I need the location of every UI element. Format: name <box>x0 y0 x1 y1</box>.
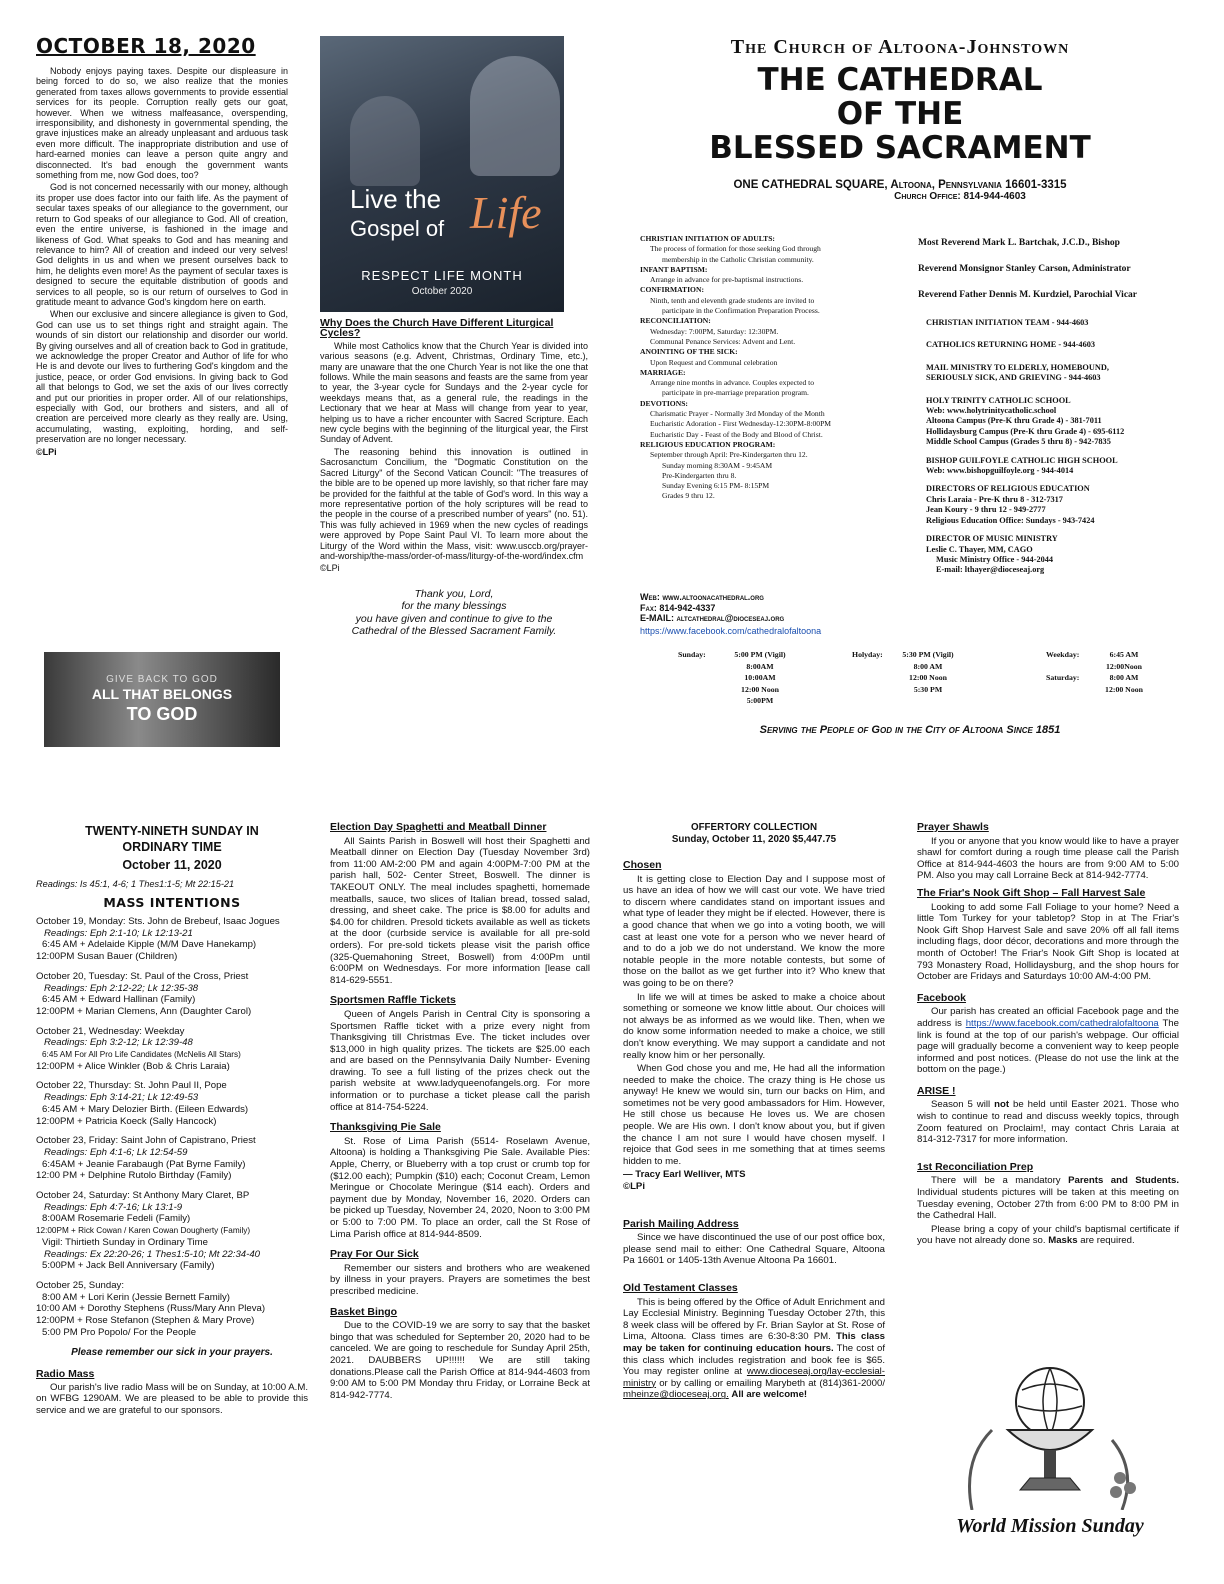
intention-day <box>36 916 308 963</box>
intention-line: 10:00 AM + Dorothy Stephens (Russ/Mary Ann Pleva) <box>36 1303 266 1315</box>
ministry-block <box>926 484 1216 526</box>
chosen-paragraph: It is getting close to Election Day and I suppose most of us have an idea of how we will cast our vote. We have tried to discern where candidates stand on important issues and what type of leader they might be if elected. However, there is a good chance that when we go into a voting booth, we will cast at least one vote for a person who we never heard of and to do a job we do not understand. We know the more notable people in the more notable contests, but some of those on the ballot as we get further into it? Who knew that was going to be on there? <box>623 873 885 989</box>
ministry-line: SERIOUSLY SICK, AND GRIEVING - 944-4603 <box>926 373 1101 383</box>
intention-line: 5:00PM + Jack Bell Anniversary (Family) <box>42 1260 215 1272</box>
mass-time: 8:00 AM <box>913 661 943 671</box>
masthead-footer: Serving the People of God in the City of Altoona Since 1851 <box>759 724 1061 736</box>
mass-time: 6:45 AM <box>1109 650 1139 659</box>
offertory <box>623 822 885 846</box>
announcements-col3 <box>623 822 885 1403</box>
intention-line: 5:00 PM Pro Popolo/ For the People <box>42 1326 197 1338</box>
sunday-label: Sunday: <box>678 650 706 659</box>
intention-readings: Readings: Eph 3:14-21; Lk 12:49-53 <box>44 1092 199 1104</box>
fax-number: Fax: 814-942-4337 <box>640 602 716 613</box>
sacrament-heading: RELIGIOUS EDUCATION PROGRAM: <box>640 439 776 449</box>
mass-time: 5:30 PM (Vigil) <box>902 650 954 659</box>
announcement-text: All Saints Parish in Boswell will host their Spaghetti and Meatball dinner on Election Day (Tuesday November 3rd) from 11:00 AM-2:00 PM and again 4:00PM-7:00 PM at the parish hall, 502- Center Street, Boswell. The dinner is TAKEOUT ONLY. The meal includes spaghetti, homemade meatballs, sauce, two slices of Italian bread, tossed salad, dressing, and sheet cake. The price is $8.00 for adults and $4.00 for children. Presold tickets available as well as tickets at the door (curbside service is available for all pre-sold orders). For pre-sold tickets please visit the parish office (325-Quemahoning Street, Boswell) from 4:00Pm until 6:00PM on Wednesdays. For more information [lease call 814-629-5551. <box>330 835 590 986</box>
announcement-title: Basket Bingo <box>330 1305 398 1318</box>
ministry-block <box>926 363 1216 384</box>
mass-time: 8:00 AM <box>1109 673 1139 682</box>
intention-line: 12:00PM + Marian Clemens, Ann (Daughter Carol) <box>36 1005 252 1017</box>
respect-life-poster <box>320 36 564 312</box>
give-back-image-line: GIVE BACK TO GOD <box>106 674 218 685</box>
sacrament-detail: Wednesday: 7:00PM, Saturday: 12:30PM. <box>650 326 779 336</box>
mass-time: 12:00 Noon <box>1105 684 1143 694</box>
arise-title: ARISE ! <box>917 1084 956 1097</box>
ot-classes-text: This is being offered by the Office of Adult Enrichment and Lay Ecclesial Ministry. Beginning Tuesday October 27th, this 8 week class will be offered by Fr. Brian Saylor at St. Rose of Lima, Altoona. Class times are 6:30-8:30 PM. This class may be taken for continuing education hours. The cost of this class which includes registration and book fee is $65. You may register online at www.dioceseaj.org/lay-ecclesial-ministry or by calling or emailing Marybeth at (814)361-2000/ mheinze@dioceseaj.org. All are welcome! <box>623 1296 885 1401</box>
intention-day <box>36 1190 308 1272</box>
article-paragraph: The reasoning behind this innovation is outlined in Sacrosanctum Concilium, the "Dogmatic Constitution on the Sacred Liturgy" of the Second Vatican Council: "The treasures of the bible are to be opened up more lavishly, so that richer fare may be provided for the faithful at the table of God's word. In this way a more representative portion of the holy scriptures will be read to the people in the course of a prescribed number of years" (no. 51). This was fully achieved in 1969 when the new cycles of readings were approved by Pope Saint Paul VI. To learn more about the Liturgy of the Word within the Mass, visit: www.usccb.org/prayer-and-worship/the-mass/order-of-mass/liturgy-of-the-word/index.cfm <box>320 446 588 561</box>
intentions-date: October 11, 2020 <box>122 858 222 872</box>
ministry-block <box>926 396 1216 448</box>
chosen-paragraph: When God chose you and me, He had all the information needed to make the choice. The crazy thing is He chose us anyway! He knew we would sin, turn our backs on Him, and sometimes not be very good ambassadors for Him. However, He still chose us because He loves us. We are chosen people. We are His own. I don't know about you, but if given the chance I am not sure I would have chosen myself. I rejoice that God sees in me something that at times seems hidden to me. <box>623 1063 885 1167</box>
thanks-line: Thank you, Lord, <box>414 587 494 600</box>
poster-line: Live the <box>350 184 442 214</box>
sacraments-list <box>640 234 910 502</box>
intention-date: October 25, Sunday: <box>36 1279 124 1291</box>
clergy-name: Reverend Monsignor Stanley Carson, Administrator <box>918 264 1131 274</box>
crowd-figure <box>350 96 420 186</box>
sacrament-detail: Sunday Evening 6:15 PM- 8:15PM <box>662 481 770 491</box>
world-mission-text: World Mission Sunday <box>956 1515 1144 1537</box>
intentions-readings: Readings: Is 45:1, 4-6; 1 Thes1:1-5; Mt 22:15-21 <box>36 879 235 889</box>
sacrament-heading: DEVOTIONS: <box>640 398 688 408</box>
intention-date: October 24, Saturday: St Anthony Mary Claret, BP <box>36 1190 250 1202</box>
ministry-line: Jean Koury - 9 thru 12 - 949-2777 <box>926 505 1046 515</box>
sacrament-detail: Eucharistic Adoration - First Wednesday-12:30PM-8:00PM <box>650 419 832 429</box>
ministry-line: CATHOLICS RETURNING HOME - 944-4603 <box>926 340 1096 350</box>
intention-line: 12:00PM + Patricia Koeck (Sally Hancock) <box>36 1115 217 1127</box>
ot-register-link[interactable]: www.dioceseaj.org/lay-ecclesial-ministry <box>623 1366 885 1389</box>
chalice-globe-icon <box>932 1360 1168 1510</box>
facebook-title: Facebook <box>917 991 967 1004</box>
sacrament-heading: RECONCILIATION: <box>640 316 711 326</box>
holyday-times <box>888 649 968 695</box>
mass-intentions <box>36 823 308 1418</box>
clergy-name: Reverend Father Dennis M. Kurdziel, Parochial Vicar <box>918 290 1138 300</box>
ministry-line: Altoona Campus (Pre-K thru Grade 4) - 381-7011 <box>926 416 1102 426</box>
intention-date: October 19, Monday: Sts. John de Brebeuf, Isaac Jogues <box>36 916 280 927</box>
sacrament-detail: Eucharistic Day - Feast of the Body and Blood of Christ. <box>650 429 823 439</box>
ministry-line: BISHOP GUILFOYLE CATHOLIC HIGH SCHOOL <box>926 455 1118 465</box>
thanks-line: for the many blessings <box>401 600 507 613</box>
friars-title: The Friar's Nook Gift Shop – Fall Harvest Sale <box>917 886 1146 899</box>
sacrament-detail: Grades 9 thru 12. <box>662 491 715 501</box>
church-office: Church Office: 814-944-4603 <box>894 191 1026 202</box>
sacrament-detail: Arrange in advance for pre-baptismal instructions. <box>650 275 804 285</box>
ministry-line: Music Ministry Office - 944-2044 <box>936 554 1054 564</box>
ministry-line: Religious Education Office: Sundays - 943-7424 <box>926 515 1095 525</box>
sacrament-detail: Sunday morning 8:30AM - 9:45AM <box>662 460 773 470</box>
mass-time: 10:00AM <box>744 673 776 682</box>
intention-line: Vigil: Thirtieth Sunday in Ordinary Time <box>42 1236 209 1248</box>
give-back-paragraph: When our exclusive and sincere allegiance is given to God, God can use us to set things right and straight again. The wounds of sin distort our relationship and disorder our world. By giving ourselves and all of creation back to God in gratitude, we acknowledge the proper Creator and Author of life for who He is and devote our lives to furthering God's kingdom and the justice, peace, or order God envisions. In giving back to God all that belongs to God, we set the axis of our lives correctly and put our priorities in proper order. All of our relationships, especially with God, our brothers and sisters, and all of creation are perceived more clearly as they really are. Using, accumulating, wasting, exploiting, hording, and self-preservation are no longer necessary. <box>36 309 288 445</box>
intention-line: 12:00PM + Rick Cowan / Karen Cowan Dougherty (Family) <box>36 1226 251 1236</box>
mass-time: 5:30 PM <box>913 684 943 694</box>
intention-line: 12:00 PM + Delphine Rutolo Birthday (Family) <box>36 1170 232 1182</box>
weekday-label: Weekday: <box>1046 650 1080 659</box>
poster-respect: RESPECT LIFE MONTH <box>361 268 523 283</box>
address: ONE CATHEDRAL SQUARE, Altoona, Pennsylvania 16601-3315 <box>733 179 1067 191</box>
saturday-times <box>1094 672 1154 695</box>
holyday-label: Holyday: <box>852 650 883 659</box>
world-mission-image <box>932 1360 1168 1544</box>
announcement-title: Thanksgiving Pie Sale <box>330 1121 441 1134</box>
title-line: THE CATHEDRAL <box>757 62 1043 98</box>
ot-classes-title: Old Testament Classes <box>623 1282 738 1294</box>
intention-date: October 21, Wednesday: Weekday <box>36 1025 185 1037</box>
ministry-line: Chris Laraia - Pre-K thru 8 - 312-7317 <box>926 494 1063 504</box>
intention-line: 12:00PM + Rose Stefanon (Stephen & Mary Prove) <box>36 1315 255 1327</box>
give-back-image-line: ALL THAT BELONGS <box>91 686 233 702</box>
intention-day <box>36 1080 308 1127</box>
poster-month: October 2020 <box>411 286 473 297</box>
masthead <box>600 36 1200 202</box>
clergy-name: Most Reverend Mark L. Bartchak, J.C.D., Bishop <box>918 238 1120 248</box>
thanks-line: Cathedral of the Blessed Sacrament Family. <box>351 625 557 638</box>
intention-readings: Readings: Ex 22:20-26; 1 Thes1:5-10; Mt 22:34-40 <box>44 1248 260 1260</box>
sacrament-heading: ANOINTING OF THE SICK: <box>640 347 738 357</box>
give-back-image-line: TO GOD <box>126 704 198 724</box>
sacrament-detail: Ninth, tenth and eleventh grade students are invited to <box>650 295 815 305</box>
ministry-line: Web: www.bishopguilfoyle.org - 944-4014 <box>926 466 1074 476</box>
title-line: BLESSED SACRAMENT <box>709 130 1091 166</box>
poster-line: Gospel of <box>350 216 445 241</box>
announcement-title: Sportsmen Raffle Tickets <box>330 994 456 1007</box>
offertory-amount: Sunday, October 11, 2020 $5,447.75 <box>671 834 837 845</box>
church-name: The Church of Altoona-Johnstown <box>730 36 1070 58</box>
chosen-paragraph: In life we will at times be asked to make a choice about something or someone we know little about. Our choices will not always be as informed as we would like. Then, when we do know some information needed to make a choice, we still don't know everything. We may support a candidate and not really know him or her personally. <box>623 991 885 1061</box>
mass-time: 12:00Noon <box>1106 661 1142 671</box>
intention-date: October 20, Tuesday: St. Paul of the Cross, Priest <box>36 970 249 982</box>
sunday-times <box>720 649 800 707</box>
ministry-block <box>926 340 1216 350</box>
contact-info <box>640 592 920 636</box>
intention-line: 6:45 AM + Edward Hallinan (Family) <box>42 994 196 1006</box>
mass-time: 12:00 Noon <box>909 673 947 682</box>
saturday-label: Saturday: <box>1046 673 1080 682</box>
date-header: OCTOBER 18, 2020 <box>36 34 256 58</box>
intention-day <box>36 1135 308 1182</box>
intention-line: 6:45AM + Jeanie Farabaugh (Pat Byrne Family) <box>42 1158 246 1170</box>
sacrament-detail: Pre-Kindergarten thru 8. <box>662 470 737 480</box>
announcement-text: Remember our sisters and brothers who are weakened by illness in your prayers. Prayers are sometimes the best prescribed medicine. <box>330 1262 590 1297</box>
intention-readings: Readings: Eph 4:7-16; Lk 13:1-9 <box>44 1201 183 1213</box>
sacrament-detail: participate in pre-marriage preparation program. <box>662 388 809 398</box>
lpi-credit: ©LPi <box>623 1181 645 1193</box>
intention-day <box>36 1280 308 1339</box>
friars-text: Looking to add some Fall Foliage to your home? Need a little Tom Turkey for your tabletop? Stop in at The Friar's Nook Gift Shop Harvest Sale and save 20% off all fall items including flags, door décor, decorations and more through the month of October! The Friar's Nook Gift Shop is located at 793 Monastery Road, Hollidaysburg, and the shop hours for October are Fridays and Saturdays 10:00 AM-4:00 PM. <box>917 901 1179 983</box>
liturgical-cycles-article <box>320 318 588 638</box>
sacrament-heading: CHRISTIAN INITIATION OF ADULTS: <box>640 234 775 243</box>
intention-readings: Readings: Eph 4:1-6; Lk 12:54-59 <box>44 1146 188 1158</box>
announcement-text: Due to the COVID-19 we are sorry to say that the basket bingo that was scheduled for September 20, 2020 had to be canceled. We are going to reschedule for Sunday April 25th, 2021. DAUBBERS UP!!!!!! We are still taking donations.Please call the Parish Office at 814-944-4603 from 9:00 AM to 5:00 PM Monday thru Friday, or Lorraine Beck at 814-942-7774. <box>330 1320 590 1401</box>
sacrament-detail: Arrange nine months in advance. Couples expected to <box>650 378 815 388</box>
give-back-image <box>44 652 280 747</box>
intention-readings: Readings: Eph 2:12-22; Lk 12:35-38 <box>44 982 199 994</box>
article-paragraph: While most Catholics know that the Church Year is divided into various seasons (e.g. Advent, Christmas, Ordinary Time, etc.), many are unaware that the one Church Year is not like the one that follows. While the main seasons and feasts are the same from year to year, the 3-year cycle for Sundays and the 2-year cycle for weekdays means that, as a general rule, the readings in the Lectionary that we hear at Mass will change from year to year, helping us to have a richer encounter with Sacred Scripture. Each new cycle begins with the beginning of the liturgical year, the First Sunday of Advent. <box>320 340 588 445</box>
facebook-text: Our parish has created an official Facebook page and the address is https://www.facebook.com/cathedralofaltoona The link is found at the top of our parish's webpage. Our official page will gradually become a convenient way to keep people informed and post notices. (Please do not use the link at the bottom on the page.) <box>917 1006 1179 1076</box>
mass-time: 8:00AM <box>746 661 774 671</box>
intention-line: 12:00PM Susan Bauer (Children) <box>36 951 178 963</box>
ministry-line: DIRECTORS OF RELIGIOUS EDUCATION <box>926 484 1090 494</box>
sacrament-detail: participate in the Confirmation Preparation Process. <box>662 306 820 316</box>
ministry-line: E-mail: lthayer@dioceseaj.org <box>936 565 1045 575</box>
announcement-title: Pray For Our Sick <box>330 1248 419 1261</box>
ministry-line: MAIL MINISTRY TO ELDERLY, HOMEBOUND, <box>926 362 1109 372</box>
mass-time: 5:00PM <box>746 696 774 705</box>
announcement-title: Election Day Spaghetti and Meatball Dinner <box>330 821 547 833</box>
shawls-title: Prayer Shawls <box>917 821 989 833</box>
announcement-text: St. Rose of Lima Parish (5514- Roselawn Avenue, Altoona) is holding a Thanksgiving Pie Sale. Available Pies: Apple, Cherry, or Blueberry with a top crust or crumb top for ($12.00 each); Pumpkin ($10) each; Coconut Cream, Lemon Meringue or Chocolate Meringue ($14 each). Orders and payment due by Monday, November 16, 2020. Orders can be picked up Tuesday, November 24, 2020, Noon to 3:00 PM or 5:00 to 7:00 PM. To place an order, call the St Rose of Lima Parish office at 814-944-8509. <box>330 1135 590 1240</box>
intentions-title: TWENTY-NINETH SUNDAY IN <box>85 824 259 838</box>
intention-date: October 22, Thursday: St. John Paul II, Pope <box>36 1080 227 1092</box>
facebook-link[interactable]: https://www.facebook.com/cathedralofaltoona <box>640 625 822 636</box>
announcement-text: Queen of Angels Parish in Central City is sponsoring a Sportsmen Raffle ticket with a prize every night from Thanksgiving till Christmas Eve. The ticket includes over $13,000 in high quality prizes. The tickets are $25.00 each and are based on the Pennsylvania Daily Number- Evening drawing. To see a full listing of the prizes check out the parish website at www.ladyqueenofangels.org. For more information or to purchase a ticket please call the parish office at 814-754-5224. <box>330 1008 590 1113</box>
cathedral-title <box>600 63 1200 165</box>
sacrament-detail: Upon Request and Communal celebration <box>650 357 778 367</box>
intention-line: 8:00 AM + Lori Kerin (Jessie Bernett Family) <box>42 1291 230 1303</box>
give-back-paragraph: Nobody enjoys paying taxes. Despite our displeasure in being forced to do so, we also realize that the monies generated from taxes allows governments to provide essential services for its people. Corruption really gets our goat, however. When we witness malfeasance, overspending, irresponsibility, and dishonesty in governmental spending, the grave injustices make an already unpleasant and arduous task even more difficult. The inappropriate distribution and use of hard-earned monies can leave a person quite angry and disconnected. It's bad enough the government wants something from me, now God does, too? <box>36 66 288 181</box>
ministry-line: CHRISTIAN INITIATION TEAM - 944-4603 <box>926 318 1089 327</box>
weekday-times <box>1094 649 1154 672</box>
facebook-link[interactable]: https://www.facebook.com/cathedralofaltoona <box>965 1017 1159 1029</box>
jesus-figure <box>470 56 560 176</box>
intention-day <box>36 1026 308 1073</box>
radio-title: Radio Mass <box>36 1367 95 1380</box>
sacrament-heading: CONFIRMATION: <box>640 285 704 295</box>
article-title: Why Does the Church Have Different Liturgical Cycles? <box>320 317 554 340</box>
ot-email-link[interactable]: mheinze@dioceseaj.org. <box>623 1389 729 1401</box>
web-address[interactable]: Web: www.altoonacathedral.org <box>640 592 764 602</box>
ministry-line: Middle School Campus (Grades 5 thru 8) - 942-7835 <box>926 437 1111 447</box>
mass-time: 12:00 Noon <box>741 684 779 694</box>
intention-line: 8:00AM Rosemarie Fedeli (Family) <box>42 1213 191 1225</box>
ministry-line: Web: www.holytrinitycatholic.school <box>926 406 1057 416</box>
lpi-credit: ©LPi <box>36 446 57 457</box>
sick-reminder: Please remember our sick in your prayers. <box>71 1346 273 1358</box>
sacrament-heading: INFANT BAPTISM: <box>640 264 708 274</box>
radio-text: Our parish's live radio Mass will be on Sunday, at 10:00 A.M. on WFBG 1290AM. We are pleased to be able to provide this service and we are grateful to our sponsors. <box>36 1381 308 1416</box>
thanks-line: you have given and continue to give to the <box>355 612 553 625</box>
offertory-title: OFFERTORY COLLECTION <box>690 822 818 833</box>
announcements-col2 <box>330 822 590 1403</box>
sacrament-detail: membership in the Catholic Christian community. <box>662 254 814 264</box>
intentions-heading: MASS INTENTIONS <box>103 895 241 910</box>
chosen-author: — Tracy Earl Welliver, MTS <box>623 1169 746 1181</box>
ministries-list <box>926 318 1216 584</box>
sacrament-detail: September through April: Pre-Kindergarten thru 12. <box>650 450 808 460</box>
ministry-block <box>926 534 1216 576</box>
ministry-line: DIRECTOR OF MUSIC MINISTRY <box>926 534 1058 544</box>
arise-text: Season 5 will not be held until Easter 2021. Those who wish to continue to read and discuss weekly topics, through Zoom featured on Proclaim!, may contact Chris Laraia at 814-312-7317 for more information. <box>917 1099 1179 1146</box>
intention-line: 6:45 AM For All Pro Life Candidates (McNelis All Stars) <box>42 1050 241 1060</box>
intention-line: 6:45 AM + Adelaide Kipple (M/M Dave Hanekamp) <box>42 939 257 951</box>
give-back-paragraph: God is not concerned necessarily with our money, although its proper use does factor into our faith life. As the payment of secular taxes speaks of our allegiance to the government, our return to God speaks of our allegiance to God. All of creation, even the entire universe, is fashioned in the image and likeness of God. What speaks to God and has meaning and relevance to him? All of creation and indeed our very selves! God delights in us and when we present ourselves back to him, he delights even more! As the payment of secular taxes is designed to secure the equitable distribution of goods and services to all people, so is our return of ourselves to God in gratitude meant to advance God's kingdom here on earth. <box>36 182 288 307</box>
reconciliation-title: 1st Reconciliation Prep <box>917 1160 1034 1173</box>
sacrament-detail: The process of formation for those seeking God through <box>650 244 821 254</box>
clergy-list <box>918 238 1208 300</box>
lpi-credit: ©LPi <box>320 563 340 574</box>
poster-life-word: Life <box>470 187 542 238</box>
intentions-title: ORDINARY TIME <box>122 840 222 854</box>
reconciliation-text: There will be a mandatory Parents and Students. Individual students pictures will be taken at this meeting on Tuesday evening, October 27th from 6:00 PM to 8:00 PM in the Cathedral Hall. <box>917 1175 1179 1222</box>
ministry-line: HOLY TRINITY CATHOLIC SCHOOL <box>926 395 1071 405</box>
mailing-title: Parish Mailing Address <box>623 1217 739 1230</box>
intention-day <box>36 971 308 1018</box>
shawls-text: If you or anyone that you know would like to have a prayer shawl for comfort during a rough time please call the Parish Office at 814-944-4603 the hours are from 9:00 AM to 5:00 PM. Also you may call Lorraine Beck at 814-942-7774. <box>917 835 1179 882</box>
intention-date: October 23, Friday: Saint John of Capistrano, Priest <box>36 1135 256 1147</box>
ministry-block <box>926 456 1216 477</box>
email-address[interactable]: E-MAIL: altcathedral@dioceseaj.org <box>640 613 785 623</box>
thanks-block <box>320 588 588 638</box>
ministry-line: Leslie C. Thayer, MM, CAGO <box>926 544 1033 554</box>
ministry-block <box>926 318 1216 328</box>
sacrament-detail: Charismatic Prayer - Normally 3rd Monday of the Month <box>650 409 825 419</box>
sacrament-detail: Communal Penance Services: Advent and Lent. <box>650 336 796 346</box>
give-back-article <box>36 66 288 457</box>
reconciliation-text: Please bring a copy of your child's baptismal certificate if you have not already done so. Masks are required. <box>917 1223 1179 1247</box>
intention-line: 6:45 AM + Mary Delozier Birth. (Eileen Edwards) <box>42 1103 249 1115</box>
mass-time: 5:00 PM (Vigil) <box>734 650 786 659</box>
sacrament-heading: MARRIAGE: <box>640 367 686 377</box>
mailing-text: Since we have discontinued the use of our post office box, please send mail to either: One Cathedral Square, Altoona Pa 16601 or 1405-13th Avenue Altoona Pa 16601. <box>623 1232 885 1267</box>
announcements-col4 <box>917 822 1179 1249</box>
title-line: OF THE <box>836 96 964 132</box>
chosen-title: Chosen <box>623 859 662 871</box>
ministry-line: Hollidaysburg Campus (Pre-K thru Grade 4) - 695-6112 <box>926 426 1125 436</box>
intention-readings: Readings: Eph 3:2-12; Lk 12:39-48 <box>44 1037 193 1049</box>
intention-readings: Readings: Eph 2:1-10; Lk 12:13-21 <box>44 927 193 939</box>
intention-line: 12:00PM + Alice Winkler (Bob & Chris Laraia) <box>36 1060 230 1072</box>
